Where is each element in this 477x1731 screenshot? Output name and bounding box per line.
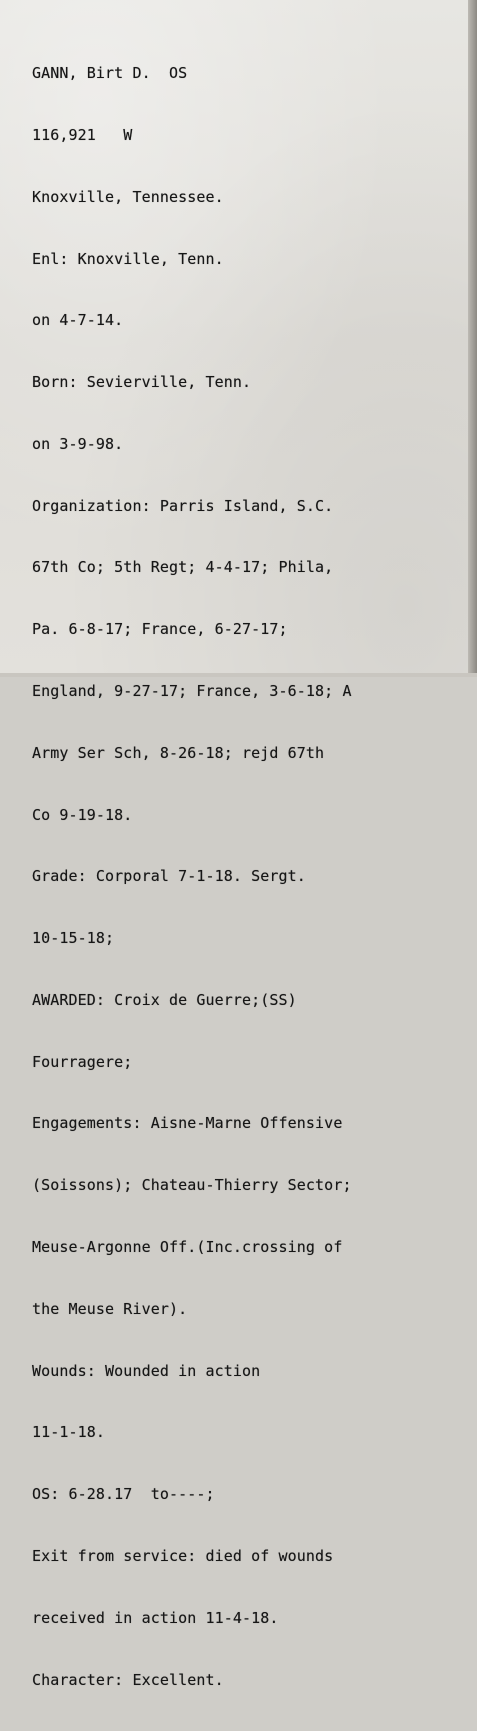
record-line-engagements: (Soissons); Chateau-Thierry Sector; <box>32 1176 352 1195</box>
record-line-enlistment-place: Enl: Knoxville, Tenn. <box>32 249 224 268</box>
record-line-engagements: Engagements: Aisne-Marne Offensive <box>32 1114 343 1133</box>
record-line-engagements: Meuse-Argonne Off.(Inc.crossing of <box>32 1238 343 1257</box>
record-line-exit: received in action 11-4-18. <box>32 1608 279 1627</box>
record-line-grade: Grade: Corporal 7-1-18. Sergt. <box>32 867 306 886</box>
record-line-exit: Exit from service: died of wounds <box>32 1546 334 1565</box>
record-line-overseas: OS: 6-28.17 to----; <box>32 1485 215 1504</box>
record-line-organization: Army Ser Sch, 8-26-18; rejd 67th <box>32 743 325 762</box>
card-right-edge <box>468 0 477 677</box>
record-line-wounds: 11-1-18. <box>32 1423 106 1442</box>
record-line-organization: 67th Co; 5th Regt; 4-4-17; Phila, <box>32 558 334 577</box>
record-line-name: GANN, Birt D. OS <box>32 64 188 83</box>
record-line-awards: Fourragere; <box>32 1052 133 1071</box>
record-line-enlistment-date: on 4-7-14. <box>32 311 124 330</box>
record-line-organization: Co 9-19-18. <box>32 805 133 824</box>
record-line-engagements: the Meuse River). <box>32 1299 188 1318</box>
record-line-wounds: Wounds: Wounded in action <box>32 1361 261 1380</box>
card-bottom-edge <box>0 673 477 677</box>
record-line-organization: England, 9-27-17; France, 3-6-18; A <box>32 682 352 700</box>
record-line-grade: 10-15-18; <box>32 929 115 948</box>
record-text <box>32 22 352 1731</box>
record-line-birthplace: Born: Sevierville, Tenn. <box>32 373 252 392</box>
record-line-character: Character: Excellent. <box>32 1670 224 1689</box>
record-line-organization: Organization: Parris Island, S.C. <box>32 496 334 515</box>
record-line-residence: Knoxville, Tennessee. <box>32 187 224 206</box>
record-line-birth-date: on 3-9-98. <box>32 434 124 453</box>
record-line-awards: AWARDED: Croix de Guerre;(SS) <box>32 990 297 1009</box>
record-line-service-number: 116,921 W <box>32 125 133 144</box>
record-line-organization: Pa. 6-8-17; France, 6-27-17; <box>32 620 288 639</box>
